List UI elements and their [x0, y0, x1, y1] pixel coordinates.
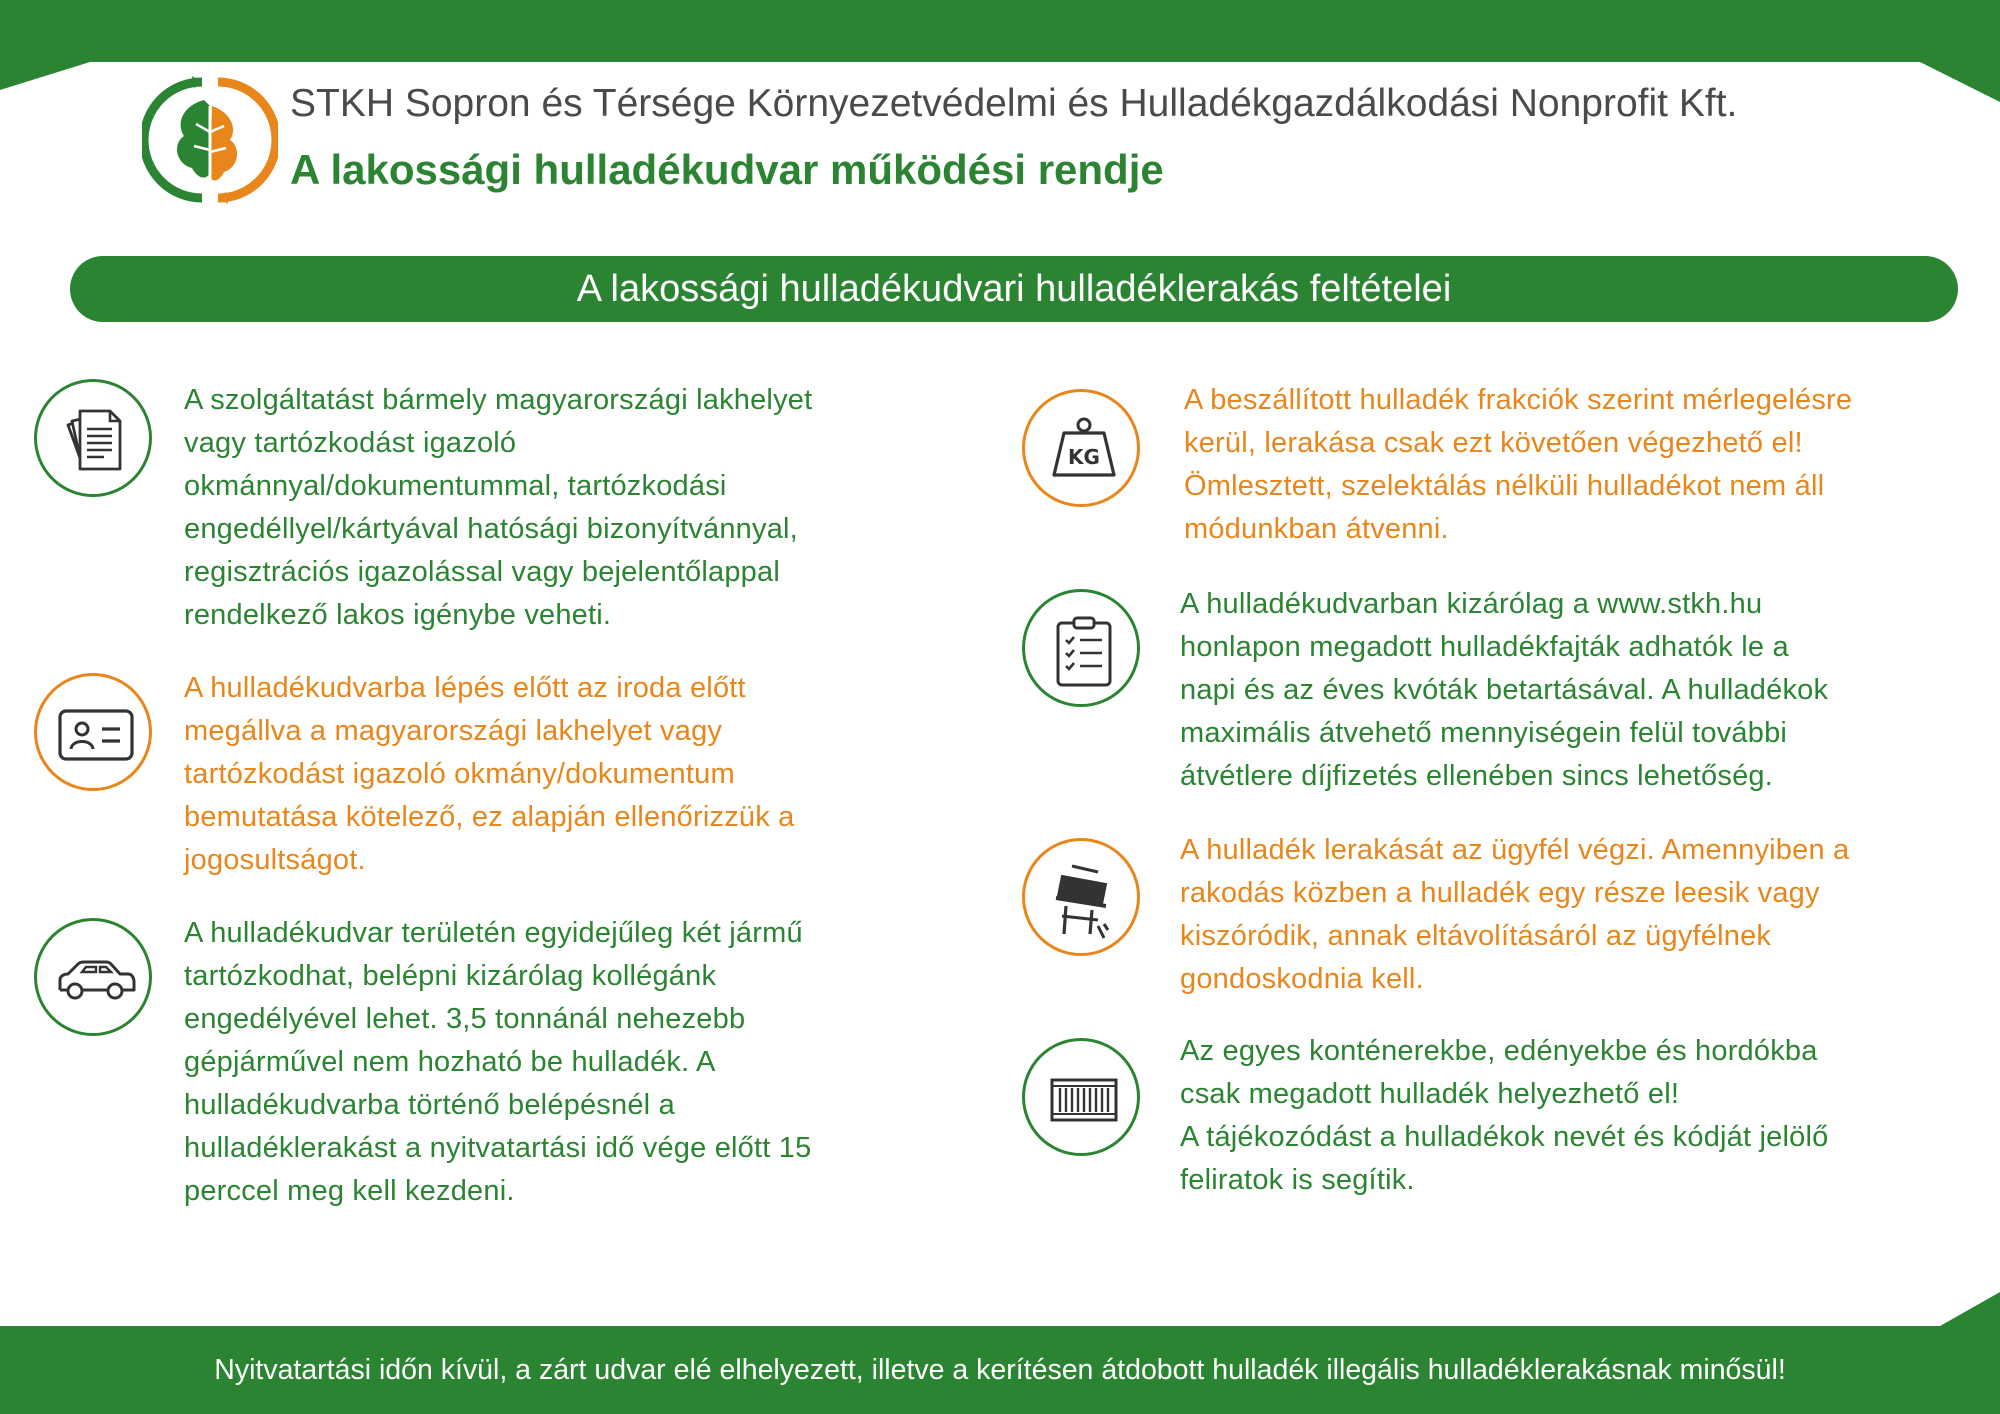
text-line: kiszóródik, annak eltávolításáról az ügyfélnek [1180, 920, 1772, 952]
documents-icon [54, 399, 138, 483]
text-line: tartózkodást igazoló okmány/dokumentum [184, 758, 735, 790]
right-item-4-text [1180, 1030, 1828, 1202]
top-band-left-corner [0, 62, 90, 90]
top-band-right-corner [1920, 62, 2000, 102]
text-line: A szolgáltatást bármely magyarországi lakhelyet [184, 384, 813, 416]
text-line: bemutatása kötelező, ez alapján ellenőrizzük a [184, 801, 795, 833]
text-line: rakodás közben a hulladék egy része leesik vagy [1180, 877, 1820, 909]
car-icon-circle [34, 918, 152, 1036]
id-card-icon [54, 693, 138, 777]
text-line: Ömlesztett, szelektálás nélküli hulladékot nem áll [1184, 470, 1825, 502]
unloading-icon-circle [1022, 838, 1140, 956]
text-line: napi és az éves kvóták betartásával. A hulladékok [1180, 674, 1829, 706]
right-item-1-text [1184, 379, 1852, 551]
footer-warning: Nyitvatartási időn kívül, a zárt udvar elé elhelyezett, illetve a kerítésen átdobott hulladék illegális hulladéklerakásnak minősül! [214, 1354, 1786, 1386]
company-name: STKH Sopron és Térsége Környezetvédelmi és Hulladékgazdálkodási Nonprofit Kft. [290, 82, 1738, 125]
checklist-icon [1042, 609, 1126, 693]
text-line: megállva a magyarországi lakhelyet vagy [184, 715, 723, 747]
container-icon [1042, 1058, 1126, 1142]
car-icon [54, 938, 138, 1022]
right-item-2-text [1180, 583, 1828, 798]
stkh-logo [142, 72, 278, 208]
text-line: hulladéklerakást a nyitvatartási idő vége előtt 15 [184, 1132, 812, 1164]
text-line: honlapon megadott hulladékfajták adhatók le a [1180, 631, 1789, 663]
text-line: perccel meg kell kezdeni. [184, 1175, 515, 1207]
text-line: A hulladékudvar területén egyidejűleg két jármű [184, 917, 803, 949]
text-line: engedélyével lehet. 3,5 tonnánál nehezebb [184, 1003, 746, 1035]
text-line: átvétlere díjfizetés ellenében sincs lehetőség. [1180, 760, 1773, 792]
text-line: A hulladék lerakását az ügyfél végzi. Amennyiben a [1180, 834, 1850, 866]
text-line: tartózkodhat, belépni kizárólag kollégánk [184, 960, 717, 992]
text-line: okmánnyal/dokumentummal, tartózkodási [184, 470, 727, 502]
text-line: vagy tartózkodást igazoló [184, 427, 517, 459]
text-line: rendelkező lakos igénybe veheti. [184, 599, 612, 631]
bottom-band-notch [1940, 1292, 2000, 1326]
documents-icon-circle [34, 379, 152, 497]
text-line: regisztrációs igazolással vagy bejelentőlappal [184, 556, 780, 588]
page-title: A lakossági hulladékudvar működési rendje [290, 146, 1164, 193]
text-line: A hulladékudvarban kizárólag a www.stkh.hu [1180, 588, 1763, 620]
text-line: csak megadott hulladék helyezhető el! [1180, 1078, 1680, 1110]
kg-weight-icon [1042, 409, 1126, 493]
text-line: maximális átvehető mennyiségein felül további [1180, 717, 1788, 749]
top-band [0, 0, 2000, 62]
text-line: módunkban átvenni. [1184, 513, 1449, 545]
container-icon-circle [1022, 1038, 1140, 1156]
text-line: feliratok is segítik. [1180, 1164, 1415, 1196]
checklist-icon-circle [1022, 589, 1140, 707]
text-line: A beszállított hulladék frakciók szerint mérlegelésre [1184, 384, 1853, 416]
id-card-icon-circle [34, 673, 152, 791]
text-line: gondoskodnia kell. [1180, 963, 1424, 995]
svg-text:KG: KG [1068, 445, 1100, 469]
right-item-3-text [1180, 829, 1849, 1001]
left-item-1-text [184, 379, 812, 637]
left-item-2-text [184, 667, 795, 882]
text-line: kerül, lerakása csak ezt követően végezhető el! [1184, 427, 1803, 459]
text-line: Az egyes konténerekbe, edényekbe és hordókba [1180, 1035, 1818, 1067]
left-item-3-text [184, 912, 811, 1213]
text-line: A tájékozódást a hulladékok nevét és kódját jelölő [1180, 1121, 1829, 1153]
section-banner: A lakossági hulladékudvari hulladéklerakás feltételei [70, 256, 1958, 322]
text-line: engedéllyel/kártyával hatósági bizonyítvánnyal, [184, 513, 798, 545]
unloading-icon [1042, 858, 1126, 942]
kg-weight-icon-circle [1022, 389, 1140, 507]
text-line: jogosultságot. [184, 844, 366, 876]
text-line: gépjárművel nem hozható be hulladék. A [184, 1046, 716, 1078]
text-line: A hulladékudvarba lépés előtt az iroda előtt [184, 672, 746, 704]
text-line: hulladékudvarba történő belépésnél a [184, 1089, 675, 1121]
